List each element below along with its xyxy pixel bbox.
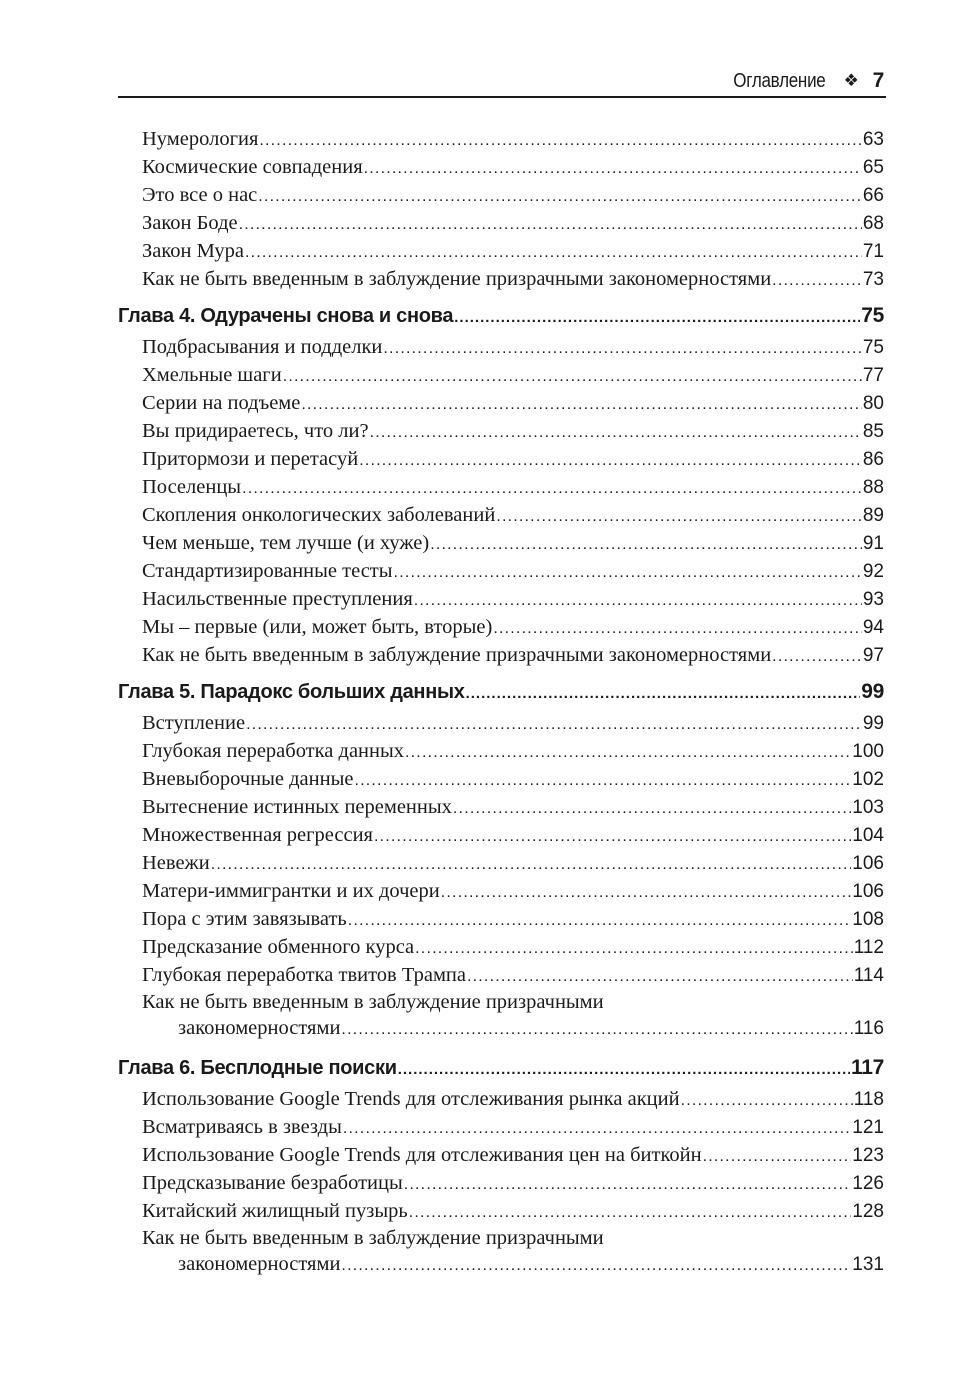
- toc-entry-title: Матери-иммигрантки и их дочери: [142, 880, 440, 902]
- toc-entry-page: 88: [862, 477, 884, 498]
- leader-dots: [405, 739, 851, 767]
- toc-entry[interactable]: [118, 1169, 884, 1197]
- leader-dots: [246, 711, 862, 739]
- toc-chapter-heading[interactable]: [118, 675, 884, 709]
- toc-entry-title: Хмельные шаги: [142, 364, 282, 386]
- toc-entry-title: Притормози и перетасуй: [142, 448, 359, 470]
- toc-entry[interactable]: [118, 265, 884, 293]
- toc-entry-page: 103: [852, 797, 884, 818]
- leader-dots: [258, 183, 862, 211]
- toc-entry-title: Вступление: [142, 712, 246, 734]
- toc-entry-title: Вы придираетесь, что ли?: [142, 420, 369, 442]
- toc-entry[interactable]: [118, 445, 884, 473]
- leader-dots: [343, 1115, 851, 1143]
- toc-entry-title: Вневыборочные данные: [142, 768, 354, 790]
- toc-entry-page: 118: [853, 1089, 884, 1110]
- leader-dots: [404, 1171, 852, 1199]
- leader-dots: [703, 1143, 852, 1171]
- toc-entry-title: Как не быть введенным в заблуждение призрачными закономерностями: [142, 644, 772, 666]
- toc-entry[interactable]: [118, 1197, 884, 1225]
- toc-entry-title: Поселенцы: [142, 476, 242, 498]
- chapter-page: 117: [851, 1056, 884, 1079]
- toc-entry-title: Скопления онкологических заболеваний: [142, 504, 496, 526]
- leader-dots: [301, 391, 861, 419]
- toc-entry[interactable]: [118, 613, 884, 641]
- toc-entry[interactable]: [118, 849, 884, 877]
- toc-entry-page: 93: [862, 589, 884, 610]
- toc-entry[interactable]: [118, 585, 884, 613]
- toc-entry-page: 121: [852, 1117, 884, 1138]
- leader-dots: [415, 935, 853, 963]
- leader-dots: [430, 531, 862, 559]
- toc-entry[interactable]: [118, 821, 884, 849]
- toc-entry-page: 80: [862, 393, 884, 414]
- toc-entry-title: Космические совпадения: [142, 156, 363, 178]
- toc-entry-title: Серии на подъеме: [142, 392, 301, 414]
- toc-entry-title: Китайский жилищный пузырь: [142, 1200, 408, 1222]
- toc-entry-title-line2: закономерностями: [178, 1017, 341, 1039]
- toc-entry-title: Нумерология: [142, 128, 259, 150]
- toc-entry[interactable]: [118, 237, 884, 265]
- toc-chapter-heading[interactable]: [118, 1051, 884, 1085]
- toc-entry-page: 114: [853, 965, 884, 986]
- toc-entry[interactable]: [118, 961, 884, 989]
- chapter-title: Глава 6. Бесплодные поиски: [118, 1057, 397, 1079]
- toc-entry-page: 86: [862, 449, 884, 470]
- leader-dots: [493, 615, 862, 643]
- toc-entry-title: Использование Google Trends для отслеживания рынка акций: [142, 1088, 680, 1110]
- leader-dots: [211, 851, 852, 879]
- toc-entry[interactable]: [118, 417, 884, 445]
- chapter-page: 99: [861, 680, 884, 703]
- leader-dots: [466, 677, 861, 711]
- toc-entry-title-line2: закономерностями: [178, 1253, 341, 1275]
- leader-dots: [496, 503, 862, 531]
- toc-entry-title: Закон Боде: [142, 212, 238, 234]
- toc-entry-page: 71: [862, 241, 884, 262]
- toc-entry-title: Закон Мура: [142, 240, 244, 262]
- running-head-title: Оглавление: [733, 69, 826, 92]
- toc-entry-page: 73: [862, 269, 884, 290]
- toc-entry-title: Предсказывание безработицы: [142, 1172, 403, 1194]
- leader-dots: [383, 335, 861, 363]
- leader-dots: [242, 475, 862, 503]
- toc-entry-title-line1: Как не быть введенным в заблуждение призрачными: [142, 1227, 604, 1249]
- running-head: [717, 68, 886, 94]
- leader-dots: [394, 559, 862, 587]
- leader-dots: [245, 239, 862, 267]
- toc-entry-page: 65: [862, 157, 884, 178]
- toc-entry[interactable]: [118, 1141, 884, 1169]
- toc-entry[interactable]: [118, 209, 884, 237]
- toc-entry-page: 75: [862, 337, 884, 358]
- leader-dots: [398, 1053, 850, 1087]
- toc-entry-page: 108: [852, 909, 884, 930]
- toc-entry-page: 89: [862, 505, 884, 526]
- leader-dots: [681, 1087, 853, 1115]
- leader-dots: [772, 643, 862, 671]
- toc-entry-page: 91: [862, 533, 884, 554]
- toc-entry-page: 102: [852, 769, 884, 790]
- toc-entry-title: Подбрасывания и подделки: [142, 336, 383, 358]
- page-number: 7: [872, 69, 884, 92]
- toc-entry-title: Чем меньше, тем лучше (и хуже): [142, 532, 430, 554]
- four-diamond-ornament-icon: ❖: [843, 71, 859, 90]
- toc-entry-page: 66: [862, 185, 884, 206]
- toc-entry-page: 68: [862, 213, 884, 234]
- leader-dots: [772, 267, 862, 295]
- toc-entry[interactable]: [118, 933, 884, 961]
- table-of-contents: [118, 125, 884, 1277]
- toc-entry-page: 100: [852, 741, 884, 762]
- toc-chapter-heading[interactable]: [118, 299, 884, 333]
- toc-entry-title: Использование Google Trends для отслеживания цен на биткойн: [142, 1144, 702, 1166]
- toc-entry[interactable]: [118, 905, 884, 933]
- toc-entry-page: 106: [852, 881, 884, 902]
- toc-entry[interactable]: [118, 641, 884, 669]
- toc-entry[interactable]: [118, 389, 884, 417]
- leader-dots: [341, 1017, 852, 1043]
- leader-dots: [453, 795, 851, 823]
- leader-dots: [283, 363, 862, 391]
- toc-entry[interactable]: [118, 765, 884, 793]
- leader-dots: [454, 301, 860, 335]
- header-rule: [118, 96, 886, 98]
- toc-entry-page: 116: [853, 1018, 884, 1039]
- toc-entry-page: 92: [862, 561, 884, 582]
- toc-entry-title: Всматриваясь в звезды: [142, 1116, 342, 1138]
- toc-entry-page: 112: [853, 937, 884, 958]
- toc-entry-page: 106: [852, 853, 884, 874]
- toc-entry[interactable]: [118, 1085, 884, 1113]
- toc-entry-page: 77: [862, 365, 884, 386]
- toc-entry[interactable]: [118, 153, 884, 181]
- leader-dots: [370, 419, 862, 447]
- toc-entry[interactable]: [118, 793, 884, 821]
- toc-entry-title: Как не быть введенным в заблуждение призрачными закономерностями: [142, 268, 772, 290]
- leader-dots: [259, 127, 861, 155]
- leader-dots: [441, 879, 852, 907]
- toc-entry-title: Глубокая переработка данных: [142, 740, 405, 762]
- leader-dots: [374, 823, 851, 851]
- toc-entry-title: Насильственные преступления: [142, 588, 413, 610]
- toc-entry-page: 126: [852, 1173, 884, 1194]
- toc-entry[interactable]: [118, 709, 884, 737]
- toc-entry[interactable]: [118, 529, 884, 557]
- chapter-page: 75: [861, 304, 884, 327]
- leader-dots: [348, 907, 852, 935]
- toc-entry-title: Это все о нас: [142, 184, 258, 206]
- toc-entry[interactable]: [118, 1113, 884, 1141]
- toc-entry-title: Стандартизированные тесты: [142, 560, 393, 582]
- leader-dots: [364, 155, 862, 183]
- chapter-title: Глава 4. Одурачены снова и снова: [118, 305, 454, 327]
- toc-entry-multiline[interactable]: [118, 1225, 884, 1277]
- toc-entry-title: Предсказание обменного курса: [142, 936, 415, 958]
- leader-dots: [359, 447, 862, 475]
- toc-entry[interactable]: [118, 361, 884, 389]
- toc-entry-page: 63: [862, 129, 884, 150]
- toc-entry-page: 94: [862, 617, 884, 638]
- chapter-title: Глава 5. Парадокс больших данных: [118, 681, 465, 703]
- toc-entry[interactable]: [118, 181, 884, 209]
- toc-entry-page: 104: [852, 825, 884, 846]
- leader-dots: [467, 963, 853, 991]
- toc-entry-page: 123: [852, 1145, 884, 1166]
- leader-dots: [414, 587, 862, 615]
- toc-entry-title: Невежи: [142, 852, 210, 874]
- toc-entry[interactable]: [118, 737, 884, 765]
- toc-entry-page: 128: [852, 1201, 884, 1222]
- leader-dots: [354, 767, 851, 795]
- toc-entry-page: 97: [862, 645, 884, 666]
- toc-entry[interactable]: [118, 557, 884, 585]
- toc-entry-page: 131: [852, 1254, 884, 1275]
- leader-dots: [341, 1253, 851, 1279]
- toc-entry-page: 99: [862, 713, 884, 734]
- toc-entry-title-line1: Как не быть введенным в заблуждение призрачными: [142, 991, 604, 1013]
- toc-entry[interactable]: [118, 125, 884, 153]
- toc-entry-title: Вытеснение истинных переменных: [142, 796, 452, 818]
- toc-entry-title: Множественная регрессия: [142, 824, 373, 846]
- toc-entry-title: Пора с этим завязывать: [142, 908, 347, 930]
- toc-entry-page: 85: [862, 421, 884, 442]
- leader-dots: [409, 1199, 852, 1227]
- toc-entry-title: Глубокая переработка твитов Трампа: [142, 964, 466, 986]
- toc-entry[interactable]: [118, 333, 884, 361]
- toc-entry[interactable]: [118, 473, 884, 501]
- toc-entry[interactable]: [118, 877, 884, 905]
- toc-entry-title: Мы – первые (или, может быть, вторые): [142, 616, 493, 638]
- toc-entry[interactable]: [118, 501, 884, 529]
- leader-dots: [239, 211, 862, 239]
- toc-entry-multiline[interactable]: [118, 989, 884, 1041]
